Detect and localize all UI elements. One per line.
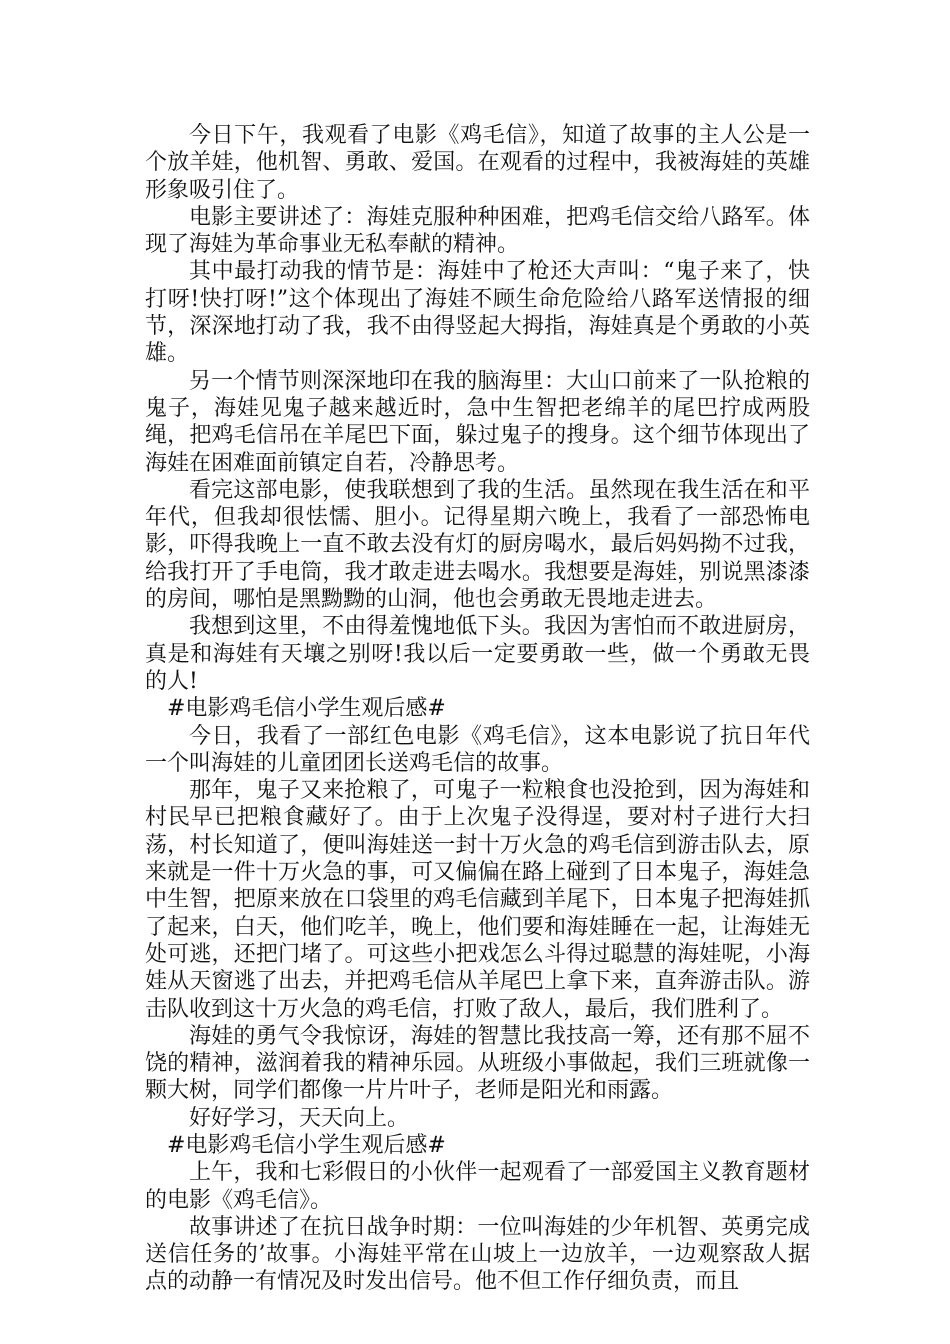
document-body bbox=[145, 122, 810, 1296]
paragraph: 看完这部电影，使我联想到了我的生活。虽然现在我生活在和平年代，但我却很怯懦、胆小。记得星期六晚上，我看了一部恐怖电影，吓得我晚上一直不敢去没有灯的厨房喝水，最后妈妈拗不过我，给我打开了手电筒，我才敢走进去喝水。我想要是海娃，别说黑漆漆的房间，哪怕是黑黝黝的山洞，他也会勇敢无畏地走进去。 bbox=[145, 477, 810, 613]
section-heading: #电影鸡毛信小学生观后感# bbox=[167, 1132, 446, 1158]
paragraph: 我想到这里，不由得羞愧地低下头。我因为害怕而不敢进厨房，真是和海娃有天壤之别呀!我以后一定要勇敢一些，做一个勇敢无畏的人! bbox=[145, 614, 810, 694]
paragraph: 海娃的勇气令我惊讶，海娃的智慧比我技高一筹，还有那不屈不饶的精神，滋润着我的精神乐园。从班级小事做起，我们三班就像一颗大树，同学们都像一片片叶子，老师是阳光和雨露。 bbox=[145, 1023, 810, 1104]
paragraph: 好好学习，天天向上。 bbox=[189, 1105, 410, 1131]
paragraph: 今日下午，我观看了电影《鸡毛信》，知道了故事的主人公是一个放羊娃，他机智、勇敢、爱国。在观看的过程中，我被海娃的英雄形象吸引住了。 bbox=[145, 123, 810, 203]
paragraph: 电影主要讲述了：海娃克服种种困难，把鸡毛信交给八路军。体现了海娃为革命事业无私奉献的精神。 bbox=[145, 204, 810, 258]
section-heading: #电影鸡毛信小学生观后感# bbox=[167, 696, 446, 722]
paragraph: 其中最打动我的情节是：海娃中了枪还大声叫：“鬼子来了，快打呀!快打呀!”这个体现出了海娃不顾生命危险给八路军送情报的细节，深深地打动了我，我不由得竖起大拇指，海娃真是个勇敢的小英雄。 bbox=[145, 259, 810, 367]
paragraph: 那年，鬼子又来抢粮了，可鬼子一粒粮食也没抢到，因为海娃和村民早已把粮食藏好了。由于上次鬼子没得逞，要对村子进行大扫荡，村长知道了，便叫海娃送一封十万火急的鸡毛信到游击队去，原来就是一件十万火急的事，可又偏偏在路上碰到了日本鬼子，海娃急中生智，把原来放在口袋里的鸡毛信藏到羊尾下，日本鬼子把海娃抓了起来，白天，他们吃羊，晚上，他们要和海娃睡在一起，让海娃无处可逃，还把门堵了。可这些小把戏怎么斗得过聪慧的海娃呢，小海娃从天窗逃了出去，并把鸡毛信从羊尾巴上拿下来，直奔游击队。游击队收到这十万火急的鸡毛信，打败了敌人，最后，我们胜利了。 bbox=[145, 778, 810, 1022]
paragraph: 上午，我和七彩假日的小伙伴一起观看了一部爱国主义教育题材的电影《鸡毛信》。 bbox=[145, 1160, 810, 1213]
paragraph: 故事讲述了在抗日战争时期：一位叫海娃的少年机智、英勇完成送信任务的’故事。小海娃平常在山坡上一边放羊，一边观察敌人据点的动静一有情况及时发出信号。他不但工作仔细负责，而且 bbox=[145, 1214, 810, 1295]
paragraph: 今日，我看了一部红色电影《鸡毛信》，这本电影说了抗日年代一个叫海娃的儿童团团长送鸡毛信的故事。 bbox=[145, 723, 810, 776]
paragraph: 另一个情节则深深地印在我的脑海里：大山口前来了一队抢粮的鬼子，海娃见鬼子越来越近时，急中生智把老绵羊的尾巴拧成两股绳，把鸡毛信吊在羊尾巴下面，躲过鬼子的搜身。这个细节体现出了海娃在困难面前镇定自若，冷静思考。 bbox=[145, 368, 810, 476]
